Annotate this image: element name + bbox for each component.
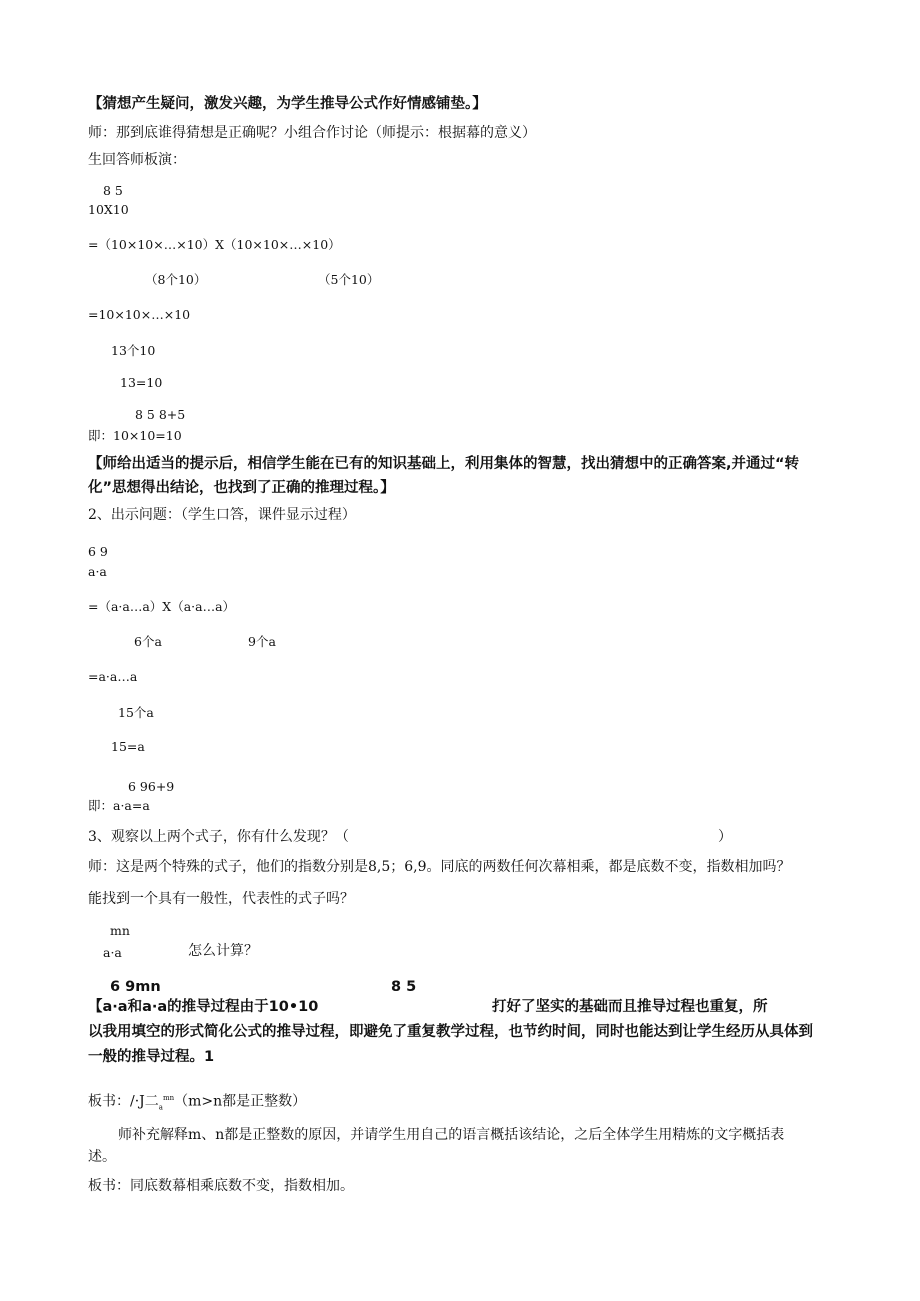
teacher-explanation-line1: 师补充解释m、n都是正整数的原因，并请学生用自己的语言概括该结论，之后全体学生用精炼的文字概括表 <box>118 1127 785 1143</box>
exponents-8-5-annotation: 8 5 <box>391 979 417 995</box>
exponents-8-5-sum: 8 5 8+5 <box>135 407 186 422</box>
product-10-line: =10×10×…×10 <box>88 307 191 322</box>
count-6-a: 6个a <box>134 634 162 649</box>
annotation-derivation-end: 打好了坚实的基础而且推导过程也重复，所 <box>492 999 768 1015</box>
student-board-line: 生回答师板演： <box>88 152 186 168</box>
annotation-guess-doubt: 【猜想产生疑问，激发兴趣，为学生推导公式作好情感铺垫。】 <box>88 96 487 112</box>
exponents-8-5: 8 5 <box>103 183 123 198</box>
result-15-a: 15=a <box>111 739 145 754</box>
exponents-6-9mn: 6 9mn <box>110 979 161 995</box>
teacher-line-special: 师：这是两个特殊的式子，他们的指数分别是8,5；6,9。同底的两数任何次幕相乘，都是底数不变，指数相加吗？ <box>88 859 791 875</box>
expression-a-a: a·a <box>88 564 107 579</box>
expression-10x10: 10X10 <box>88 202 129 217</box>
annotation-derivation-line3: 一般的推导过程。1 <box>88 1049 215 1065</box>
exponents-6-9: 6 9 <box>88 544 108 559</box>
annotation-hint-line2: 化”思想得出结论，也找到了正确的推理过程。】 <box>88 480 395 496</box>
result-13-10: 13=10 <box>120 375 163 390</box>
question-general-formula: 能找到一个具有一般性，代表性的式子吗？ <box>88 891 354 907</box>
conclusion-a-line: 即：a·a=a <box>88 798 150 813</box>
how-to-compute: 怎么计算？ <box>188 943 258 959</box>
board-formula-base: a <box>158 1103 163 1112</box>
board-formula <box>88 1089 306 1116</box>
teacher-line-discussion: 师：那到底谁得猜想是正确呢？小组合作讨论（师提示：根据幕的意义） <box>88 125 536 141</box>
annotation-derivation-line2: 以我用填空的形式简化公式的推导过程，即避免了重复教学过程，也节约时间，同时也能达到让学生经历从具体到 <box>88 1024 813 1040</box>
board-formula-exponent: mn <box>162 1094 175 1102</box>
annotation-hint-line1: 【师给出适当的提示后，相信学生能在已有的知识基础上，利用集体的智慧，找出猜想中的正确答案,并通过“转 <box>88 456 800 472</box>
board-formula-condition: （m>n都是正整数） <box>174 1093 307 1110</box>
count-8-tens: （8个10） <box>145 272 207 287</box>
exponents-6-9-sum: 6 96+9 <box>128 779 175 794</box>
board-formula-prefix: 板书：/·J二 <box>88 1093 159 1110</box>
problem-2-heading: 2、出示问题：（学生口答，课件显示过程） <box>88 507 356 523</box>
count-5-tens: （5个10） <box>318 272 380 287</box>
product-a-line: =a·a…a <box>88 669 138 684</box>
expansion-a-line: =（a·a…a）X（a·a…a） <box>88 599 236 614</box>
count-15-a: 15个a <box>118 705 154 720</box>
count-13-tens: 13个10 <box>111 343 156 358</box>
conclusion-10-line: 即：10×10=10 <box>88 428 182 443</box>
annotation-derivation-start: 【a·a和a·a的推导过程由于10•10 <box>88 999 319 1015</box>
expansion-10-line: =（10×10×…×10）X（10×10×…×10） <box>88 237 341 252</box>
board-rule-text: 板书：同底数幕相乘底数不变，指数相加。 <box>88 1178 354 1194</box>
teacher-explanation-line2: 述。 <box>88 1149 116 1165</box>
expression-a-a-general: a·a <box>103 945 122 960</box>
question-3-text: 3、观察以上两个式子，你有什么发现？（ <box>88 829 349 845</box>
question-3-close-paren: ） <box>718 829 732 845</box>
count-9-a: 9个a <box>248 634 276 649</box>
exponents-mn: mn <box>110 923 130 938</box>
